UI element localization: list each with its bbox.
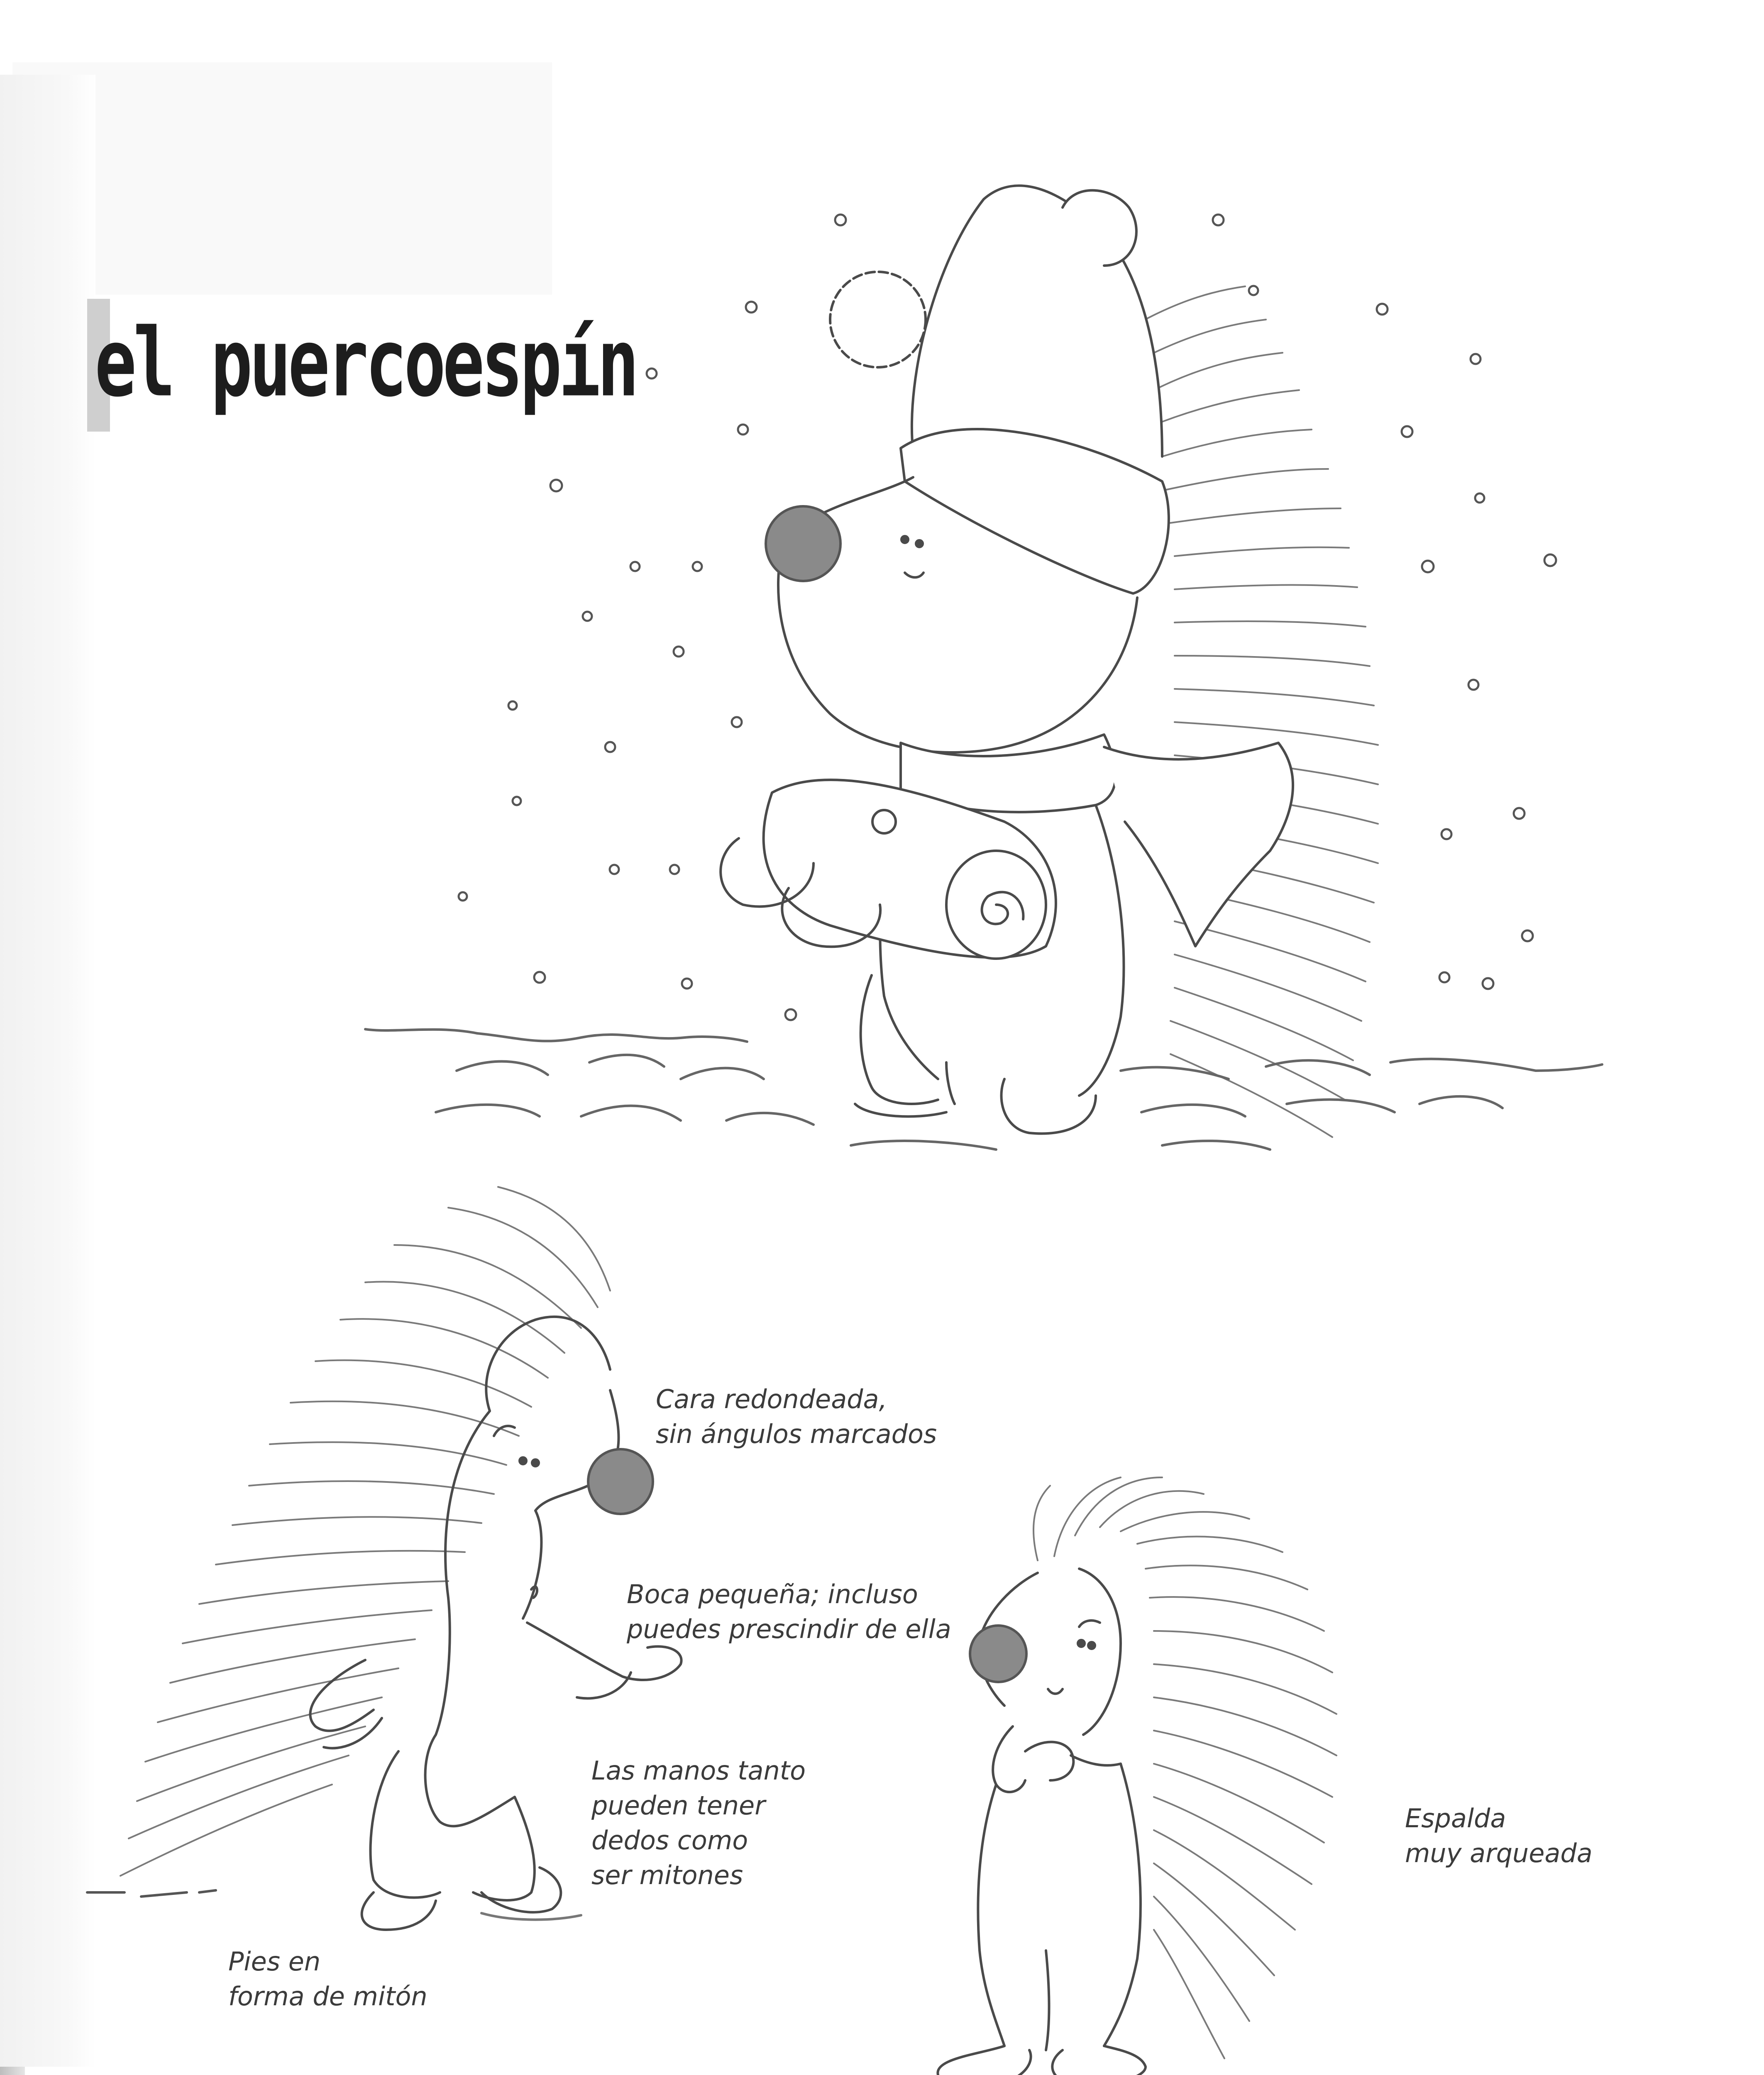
porcupine-winter-hat-log-drawing <box>365 186 1602 1150</box>
caption-feet <box>228 1944 428 2014</box>
caption-back-line-1: Espalda <box>1405 1803 1506 1833</box>
caption-feet-line-2: forma de mitón <box>228 1981 428 2012</box>
walking-quills <box>120 1187 610 1876</box>
caption-feet-line-1: Pies en <box>228 1946 321 1977</box>
caption-hands-line-1: Las manos tanto <box>591 1755 806 1786</box>
page-title: el puercoespín <box>95 308 636 418</box>
caption-hands-line-4: ser mitones <box>591 1860 743 1890</box>
caption-face-line-1: Cara redondeada, <box>656 1384 887 1414</box>
caption-mouth-line-1: Boca pequeña; incluso <box>627 1579 918 1609</box>
standing-quills <box>1033 1477 1336 2058</box>
caption-face-line-2: sin ángulos marcados <box>656 1419 937 1449</box>
caption-mouth-line-2: puedes prescindir de ella <box>627 1614 951 1644</box>
caption-hands-line-3: dedos como <box>591 1825 748 1855</box>
caption-face <box>656 1382 937 1452</box>
winter-quills <box>1137 286 1378 1137</box>
caption-back <box>1405 1801 1593 1871</box>
caption-back-line-2: muy arqueada <box>1405 1838 1593 1868</box>
caption-hands <box>591 1753 806 1893</box>
porcupine-standing-drawing <box>938 1477 1336 2075</box>
caption-mouth <box>627 1577 951 1647</box>
caption-hands-line-2: pueden tener <box>591 1790 765 1821</box>
